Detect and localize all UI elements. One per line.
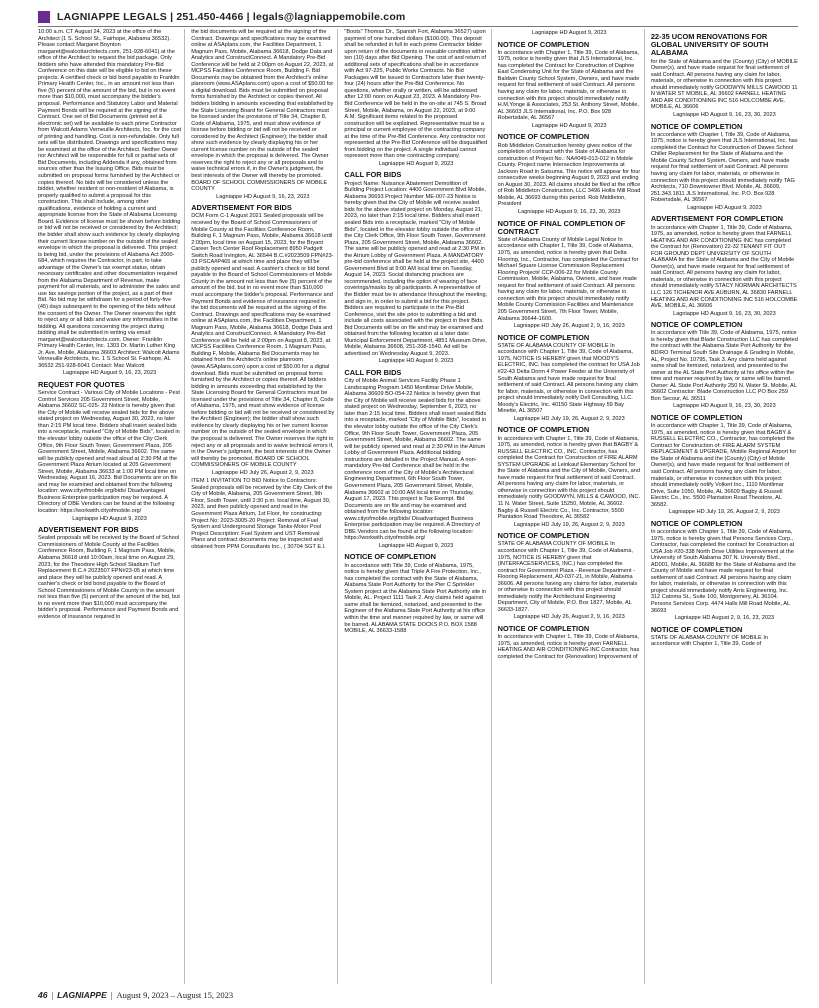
legal-notice <box>498 41 641 130</box>
publication-dates-line: Lagniappe HD July 26, August 2, 9, 16, 2023 <box>513 323 625 330</box>
page-header <box>38 8 798 26</box>
legal-notice <box>498 30 641 37</box>
publication-dates-line: Lagniappe HD August 9, 2023 <box>687 204 762 211</box>
notice-title: ADVERTISEMENT FOR BIDS <box>191 203 292 213</box>
legal-notice <box>498 133 641 215</box>
notice-body: In accordance with Chapter 1, Title 39, Code of Alabama, 1975, notice is hereby given that JLS International, Inc. has completed the Contract for Construction of Daphne East Condensing Unit for the State of Alabama and the Baldwin County School System, Owners, and have made request for final settlement of said Contract. All persons having any claim for labor, materials, or otherwise in connection with this project should immediately notify H.M.Yonge & Associates, 253 St. Anthony Street, Mobile, AL 36603 JLS International, Inc. P.O. Box 928 Robertsdale, AL 36567 <box>497 49 641 122</box>
notice-body: Service Contract - Various City of Mobile Locations - Pest Control Services 205 Government Street, Mobile, Alabama 36602 SC-025- 23 Notice is hereby given that the City of Mobile will receive sealed bids for the above stated project on Wednesday, August 30, 2023, no later than 2:15 PM local time. Bidders shall insert sealed bids into a receptacle, marked "City of Mobile Bids", located in the elevator lobby outside the office of the City Clerk Office, 9th Floor South Tower, Government Plaza, 205 Government Street, Mobile, Alabama 36602. The same will be publicly opened and read aloud at 2:30 PM at the Government Plaza Atrium located at 205 Government Street, Mobile, Alabama 36633 at 1:00 PM local time on Wednesday, August 16, 2023. Bid Documents are on file and may be examined and obtained from the following location: www.cityofmobile.org/bids/ Disadvantaged Business Enterprise participation may be required. A Directory of DBE Vendors can be found at the following location: https://workwith.cityofmobile.org/ <box>38 390 182 515</box>
notice-body: In accordance with Chapter 1, Title 39, Code of Alabama, 1975, notice is hereby given that Persons Services Corp., Contractor, has completed the contract for Construction at USA Job #20-338 North Drive Utilities Improvement at the University of South Alabama 307 N. University Blvd., AD001, Mobile, AL 36688 for the State of Alabama and the County of Mobile and have made request for final settlement of said Contract. All persons having any claim for labor, materials, or otherwise in connection with this project should immediately notify Arris Engineering, Inc. 312 Catoma St., Suite 100, Montgomery, AL 36104. Persons Services Corp. 4474 Halls Mill Road Mobile, AL 36693 <box>650 528 798 614</box>
publication-dates-line: Lagniappe HD August 9, 2023 <box>72 515 147 522</box>
legal-notice <box>38 381 181 522</box>
notice-title: REQUEST FOR QUOTES <box>38 379 125 389</box>
notice-title: NOTICE OF COMPLETION <box>497 623 590 633</box>
publication-dates-line: Lagniappe HD August 9, 16, 23, 30, 2023 <box>673 310 776 317</box>
publication-dates-line: Lagniappe HD August 9, 2023 <box>378 160 454 167</box>
legal-notices-columns <box>38 29 798 984</box>
legal-notice <box>498 220 641 330</box>
notice-body: DCM Form C-1 August 2021 Sealed proposals will be received by the Board of School Commissioners of Mobile County at the Facilities Conference Room, Building F, 1 Magnum Pass, Mobile, Alabama 36618 until 2:00pm, local time on August 15, 2023, for the Bryant Career Tech Center Roof Replacement 8950 Padgett Switch Road Irvington, AL 36544 B.C.#2023509 FPN#23-03 PSCA#P465 at which time and place they will be publicly opened and read. A cashier's check or bid bond payable to the Board of School Commissioners of Mobile County in the amount not less than five (5) percent of the amount of the bid, but in no event more than $10,000 must accompany the bidder's proposal. Performance and Payment Bonds and evidence of insurance required in the bid documents will be required at the signing of the Contract. Drawings and specifications may be examined online at ASAplans.com, the Facilities Department, 1 Magnum Pass, Mobile, Alabama 36618, Dodge Data and Analytics and ConstructConnect. A Mandatory Pre-Bid Conference will be held at 2:00pm on August 8, 2023, at MCPSS Facilities Conference Room, 1 Magnum Pass, Building F, Mobile, Alabama Bid Documents may be obtained from the Architect's online planroom (www.ASAplans.com) upon a cost of $50.00 for a digital download. Bids must be submitted on proposal forms furnished by the Architect or copies thereof. All bidders bidding in amounts exceeding that established by the State Licensing Board for General Contractors must be licensed under the provisions of Title 34, Chapter 8, Code of Alabama, 1975, and must show evidence of license before bidding or bid will not be received or considered by the Architect (Engineer); the bidder shall show such evidence by clearly displaying his or her current license number on the outside of the sealed envelope in which the proposal is delivered. The Owner reserves the right to reject any or all proposals and to waive technical errors if, in the Owner's judgment, the best interests of the Owner will thereby be promoted. BOARD OF SCHOOL COMMISSIONERS OF MOBILE COUNTY <box>191 213 336 469</box>
notice-body: City of Mobile Animal Services Facility Phase 1 Landscaping Program 1450 Montlimar Drive Mobile, Alabama 36609 BO-054-22 Notice is hereby given that the City of Mobile will receive sealed bids for the above stated project on Wednesday, September 6, 2023, no later than 2:15 local time. Bidders shall insert sealed Bids into a receptacle, marked "City of Mobile Bids", located in the elevator lobby outside the office of the City Clerk's Office, 9th Floor South Tower, Government Plaza, 205 Government Street, Mobile, Alabama 36602. The same will be publicly opened and read at 2:30 PM in the Atrium Lobby of Government Plaza. Additional bidding instructions are detailed in the Project Manual. A non-mandatory Pre-bid Conference shall be held in the conference room of the City of Mobile's Architectural Engineering Department, 6th Floor South Tower, Government Plaza, 205 Government Street, Mobile, Alabama 36602 at 10:00 AM local time on Thursday, August 17, 2023. This project is Tax Exempt. Bid Documents are on file and may be examined and obtained from the following location: www.cityofmobile.org/bids/ Disadvantaged Business Enterprise participation may be required. A Directory of DBE Vendors can be found at the following location: https://workwith.cityofmobile.org/ <box>344 378 488 542</box>
column-1 <box>38 29 185 984</box>
notice-title: NOTICE OF COMPLETION <box>650 320 743 330</box>
legal-notice <box>651 520 798 622</box>
publication-name: LAGNIAPPE <box>57 990 107 1000</box>
publication-dates-line: Lagniappe HD August 9, 2023 <box>531 122 607 129</box>
legal-notice <box>651 33 798 119</box>
notice-title: NOTICE OF COMPLETION <box>650 121 743 131</box>
column-4 <box>498 29 645 984</box>
column-3 <box>344 29 491 984</box>
publication-dates-line: Lagniappe HD August 9, 2023 <box>378 542 454 549</box>
publication-dates-line: Lagniappe HD July 19, 26, August 2, 9, 2023 <box>513 521 625 528</box>
publication-dates-line: Lagniappe HD August 9, 16, 23, 30, 2023 <box>673 111 776 118</box>
header-divider <box>38 26 798 27</box>
notice-body: the bid documents will be required at the signing of the Contract. Drawings and specifications may be examined online at ASAplans.com, the Facilities Department, 1 Magnum Pass, Mobile, Alabama 36618, Dodge Data and Analytics and ConstructConnect. A Mandatory Pre-Bid Conference will be held at 2:00pm on August 22, 2023, at MCPSS Facilities Conference Room, Building F. Bid Documents may be obtained from the Architect's online planroom (www.ASAplans.com) upon a cost of $50.00 for a digital download. Bids must be submitted on proposal forms furnished by the Architect or copies thereof. All bidders bidding in amounts exceeding that established by the State Licensing Board for General Contractors must be licensed under the provisions of Title 34, Chapter 8, Code of Alabama, 1975, and must show evidence of license before bidding or bid will not be received or considered by the Architect (Engineer); the bidder shall show such evidence by clearly displaying his or her current license number on the outside of the sealed envelope in which the proposal is delivered. The Owner reserves the right to reject any or all proposals and to waive technical errors if, in the Owner's judgment, the best interests of the Owner will thereby be promoted. BOARD OF SCHOOL COMMISSIONERS OF MOBILE COUNTY <box>191 29 335 193</box>
notice-title: NOTICE OF COMPLETION <box>497 132 590 142</box>
notice-title: NOTICE OF COMPLETION <box>650 518 743 528</box>
legal-notice <box>651 215 798 317</box>
notice-body: Rob Middleton Construction hereby gives notice of the completion of contract with the State of Alabama for construction of Project No.: NA#049-013-012 in Mobile County. Project name Intersection Improvements at Jackson Road in Satsuma. This notice will appear for four consecutive weeks beginning August 9, 2023 and ending on August 30, 2023. All claims should be filed at the office of Rob Middleton Construction, LLC 3496 Hollis Mill Road Mobile, AL 36693 during this period. Rob Middleton, President <box>497 142 642 208</box>
notice-body: "Boots" Thomas Dr., Spanish Fort, Alabama 36527) upon payment of one hundred dollars ($100.00). This deposit shall be refunded in full to each prime Contractor bidder upon return of the documents in reusable condition within ten (10) days after Bid Opening. The cost of and return of additional sets of specifications shall be in accordance with Act 97-225, Public Works Contracts. No Bid Packages will be issued to Contractors later than twenty-four (24) hours after the Pre-Bid Conference. No questions, whether orally or written, will be addressed after 12:00 noon on August 23, 2023. A Mandatory Pre-Bid Conference will be held in the on-site at 745 S. Broad Street, Mobile, Alabama, on August 22, 2023, at 9:00 A.M. Significant items related to the proposed construction will be explained. Representative must be a principal or current employee of the contracting company at the time of the Pre-Bid Conference. Any contractor not represented at the Pre-Bid Conference will be disqualified from bidding on the project. A single individual cannot represent more than one contracting company. <box>344 29 489 160</box>
notice-body: State of Alabama County of Mobile Legal Notice In accordance with Chapter 1, Title 39, Code of Alabama, 1975, as amended, notice is hereby given that Delta Flooring, Inc., Contractor, has completed the Contract for Michael Square License Commission Replacement Flooring Project# CCP-006-22 for Mobile County Commission, Mobile, Alabama, Owners, and have made request for final settlement of said Contract. All persons having any claim for labor, materials, or otherwise in connection with this project should immediately notify Mobile County Commission Facilities and Maintenance 205 Government Street, 7th Floor Tower, Mobile, Alabama 36644-1600. <box>497 236 641 322</box>
notice-body: STATE OF ALABAMA COUNTY OF MOBILE In accordance with Chapter 1, Title 39, Code of Alabama, 1975, NOTICE IS HEREBY given that MOODY'S ELECTRIC, INC. has completed the contract for USA Job #22-43 Delta Dorm 4 Power Feeder at the University of South Alabama and have made request for final settlement of said Contract. All persons having any claim for labor, materials, or otherwise in connection with this project should immediately notify Dell Consulting, LLC. Moody's Electric, Inc. 40150 State Highway 59 Bay Minette, AL 36507 <box>497 342 642 415</box>
notice-title: NOTICE OF FINAL COMPLETION OF CONTRACT <box>497 218 626 236</box>
publication-dates-line: Lagniappe HD August 9, 2023 <box>378 358 454 365</box>
legal-notice <box>38 29 181 377</box>
publication-dates-line: Lagniappe HD August 9, 2023 <box>531 30 607 36</box>
notice-body: In accordance with Chapter 1, Title 39, Code of Alabama, 1975, as amended, notice is hereby given that BAGBY & RUSSELL ELECTRIC CO., Contractor, has completed the Contract for Construction of: FIRE ALARM SYSTEM REPLACEMENT & UPGRADE, Mobile Regional Airport for the State of Alabama and the (County) (City) of Mobile Owner(s), and have made request for final settlement of said Contract. All persons having any claim for labor, materials, or otherwise in connection with this project should immediately notify Volkert Inc., 1110 Montlimar Drive, Suite 1050, Mobile, AL 36609 Bagby & Russell Electric Co., Inc. 5500 Plantation Road Theodore, AL 36582. <box>650 423 798 508</box>
legal-notice <box>651 123 798 212</box>
publication-dates-line: Lagniappe HD July 26, August 2, 9, 2023 <box>211 469 314 476</box>
notice-body: Project Name: Nuisance Abatement Demolition of Building Project Location: 4400 Government Blvd Mobile, Alabama 36693 Project Number ME-007-23 Notice is hereby given that the City of Mobile will receive sealed bids for the above stated project on Monday, August 21, 2023, no later than 2:15 local time. Bidders shall insert sealed Bids into a receptacle, marked "City of Mobile Bids", located in the elevator lobby outside the office of the City Clerk Office, 9th Floor South Tower, Government Plaza, 205 Government Street, Mobile, Alabama 36602. The same will be publicly opened and read at 2:30 PM in the Atrium Lobby of Government Plaza. A MANDATORY pre-bid conference shall be held at the project site, 4400 Government Blvd at 9:00 AM local time on Tuesday, August 14, 2023. Social distancing practices are recommended, including the option of wearing of face coverings/masks by all participants. A representative of the Bidder must be in attendance throughout the meeting, and sign in, in order to submit a bid for this project. Bidders are required to participate in the Pre-Bid Conference, visit the site prior to submitting a bid and include all costs associated with the project in their Bids. Bid Documents will be on file and may be examined and obtained from the following location at a later date: Municipal Enforcement Department, 4851 Museum Drive, Mobile, Alabama 36608, 251-208-1540. Ad will be advertised on Wednesday August 9, 2023. <box>344 180 489 357</box>
legal-notice <box>498 426 641 528</box>
notice-body: STATE OF ALABAMA COUNTY OF MOBILE In accordance with Chapter 1, Title 39, Code of <box>650 634 770 648</box>
notice-title: CALL FOR BIDS <box>344 368 402 377</box>
notice-body: In accordance with Chapter 1, Title 39, Code of Alabama, 1975, as amended, notice is hereby given FARNELL HEATING AND AIR CONDITIONING INC Contractor, has completed the Contract for (Renovation) Improvement of <box>497 634 641 660</box>
notice-title: NOTICE OF COMPLETION <box>650 412 743 422</box>
notice-body: STATE OF ALABAMA COUNTY OF MOBILE In accordance with Chapter 1, Title 39, Code of Alabama, 1975, NOTICE IS HEREBY given that (INTERFACESERVICES, INC.) has completed the contract for Government Plaza - Revenue Department - Flooring Replacement, AD-037-21, in Mobile, Alabama 36606. All persons having any claims for labor, materials or otherwise in connection with this project should immediately notify the Architectural Engineering Department, City of Mobile, P.O. Box 1827, Mobile, AL 36633-1827. <box>497 541 639 613</box>
notice-body: In accordance with Chapter 1, Title 39, Code of Alabama, 1975, as amended, notice is hereby given that FARNELL HEATING AND AIR CONDITIONING INC has completed the Contract for (Renovation) 22-32 TENANT FIT OUT FOR GROUND DEPT UNIVERSITY OF SOUTH ALABAMA for the State of Alabama and the City of Mobile Owner(s), and have made request for final settlement of said Contract. All persons having any claim for labor, materials, or otherwise in connection with this project should immediately notify STACY NORMAN ARCHITECTS LLC 126 TICHENOR AVE AUBURN, AL 36830 FARNELL HEATING AND AIR CONDITIONING INC 516 HOLCOMBE AVE. MOBILE, AL 36606 <box>650 224 799 310</box>
publication-dates-line: Lagniappe HD July 26, August 2, 9, 16, 2023 <box>513 614 625 621</box>
notice-body: In accordance with Title 39, Code of Alabama, 1975, notice is hereby given that Blade Construction LLC has completed the contract with the Alabama State Port Authority for the BD/RO Terminal South Site Drainage & Grading in Mobile, AL, Project No. 10795, Task 3. Any claims held against same shall be itemized, notarized, and presented to the owner at the AL State Port Authority at his office within the time and manner required by law, or same will be barred. Owner: AL State Port Authority 250 N. Water St. Mobile, AL 36602 Contractor: Blade Construction LLC PO Box 259 Bon Secour, AL 36511 <box>650 330 800 402</box>
notice-body: for the State of Alabama and the (County) (City) of MOBILE Owner(s), and have made request for final settlement of said Contract. All persons having any claim for labor, materials, or otherwise in connection with this project should immediately notify GOODWYN MILLS CAWOOD 11 N WATER ST MOBILE, AL 36602 FARNELL HEATING AND AIR CONDITIONING INC 516 HOLCOMBE AVE. MOBILE, AL 36606 <box>650 58 800 111</box>
notice-title: NOTICE OF COMPLETION <box>650 624 743 634</box>
legal-notice <box>651 321 798 410</box>
legal-notice <box>38 526 181 620</box>
publication-dates-line: Lagniappe HD August 9, 16, 23, 2023 <box>62 370 157 377</box>
legal-notice <box>344 29 487 167</box>
page-number: 46 <box>38 990 48 1000</box>
footer-separator: | <box>51 990 54 1000</box>
notice-title: NOTICE OF COMPLETION <box>497 332 590 342</box>
publication-dates-line: Lagniappe HD August 9, 16, 23, 30, 2023 <box>517 208 621 215</box>
notice-body: In accordance with Title 39, Code of Alabama, 1975, notice is hereby given that Triple A Fire Protection, Inc., has completed the contract with the State of Alabama, Alabama State Port Authority for the Pier C Sprinkler System project at the Alabama State Port Authority site in Mobile, AL. Project 1111 Task 2. Any claims held against same shall be itemized, notarized, and presented to the Engineer of the Alabama State Port Authority at his office within the time and manner required by law, or same will be barred. ALABAMA STATE DOCKS P.O. BOX 1588 MOBILE, AL 36633-1588 <box>344 562 488 635</box>
legal-notice <box>191 478 334 550</box>
legal-notice <box>498 625 641 660</box>
publication-dates-line: Lagniappe HD August 9, 16, 23, 2023 <box>216 193 310 200</box>
notice-title: NOTICE OF COMPLETION <box>497 531 590 541</box>
publication-dates-line: Lagniappe HD August 2, 9, 16, 23, 2023 <box>674 615 775 622</box>
publication-dates-line: Lagniappe HD July 19, 26, August 2, 9, 2023 <box>668 509 780 516</box>
legal-notice <box>651 414 798 516</box>
legal-notice <box>344 369 487 549</box>
notice-body: In accordance with Chapter 1, Title 39, Code of Alabama, 1975, as amended, notice is hereby given that BAGBY & RUSSELL ELECTRIC CO., INC. Contractor, has completed the Contract for Construction of FIRE ALARM SYSTEM UPGRADE at Leinkauf Elementary School for the State of Alabama and the City of Mobile, Owners, and have made request for final settlement of said Contract. All persons having any claim for labor, materials, or otherwise in connection with this project should immediately notify GOODWYN, MILLS & CAWOOD, INC. 11 N. Water Street, Suite 15250, Mobile, AL 36602. Bagby & Russell Electric Co., Inc. Contractor, 5500 Plantation Road Theodore, AL 36582 <box>497 435 642 521</box>
notice-title: NOTICE OF COMPLETION <box>497 425 590 435</box>
notice-body: 10:00 a.m. CT August 24, 2023 at the office of the Architect (1 S. School St., Fairhope, Alabama 36532). Please contact Margaret Boynton margaret@walcottarchitects.com, 251-928-6041) at the office of the Architect to request the bid package. Only bidders who have attended this mandatory Pre-Bid Conference on this date will be eligible to bid on these projects. A certified check or bid bond payable to Franklin Primary Health Center, Inc., in an amount not less than five (5) percent of the amount of the bid, but in no event more than $10,000, must accompany the bidder's proposal. Performance and Statutory Labor and Material Payment Bonds will be required at the signing of the Contract. One set of Bid Documents (printed set & electronic set) will be available to each prime Contractor from Walcott Adams Verneuille Architects, Inc. for the cost of printing and handling. Cost is non-refundable. Only full sets will be distributed. Drawings and specifications may be examined at the office of the Architect. Neither Owner nor Architect will be responsible for full or partial sets of Bid Documents, including Addenda if any, obtained from sources other than the Issuing Office. Bids must be submitted on proposal forms furnished by the Architect or copies thereof. No bids will be considered unless the bidder, whether resident or non-resident of Alabama, is properly qualified to submit a proposal for this construction. This shall include, among other qualifications, evidence of holding a current and appropriate license from the State of Alabama Licensing Board. Evidence of license must be shown before bidding or bid will not be received or considered by the Architect; the bidder shall show such evidence by clearly displaying their current license number on the outside of the sealed envelope in which the proposal is delivered. This project is being bid, under the provisions of Alabama Act 2000-684, which requires the Contractor, in part, to take advantage of the Owner's tax exempt status, obtain necessary certificates and other documentation required from the Alabama Department of Revenue, make payment for all materials, and to administer the sales and use tax savings portion of the project, as a part of their Bid. No bid may be withdrawn for a period of forty-five (45) days subsequent to the opening of the bids without the consent of the Owner. The Owner reserves the right to reject any or all bids and waive any informalities in the bidding. All questions concerning the project during bidding shall be submitted in writing via email: margaret@walcottarchitects.com. Owner: Franklin Primary Health Center, Inc. 1303 Dr. Martin Luther King Jr. Ave. Mobile, Alabama 36603 Architect: Walcott Adams Verneuille Architects, Inc. 1 S School St. Fairhope, AL 36532 251-928-6041 Contact: Mac Walcott <box>38 29 183 369</box>
issue-dates: August 9, 2023 – August 15, 2023 <box>116 990 234 1000</box>
legal-notice <box>651 626 798 648</box>
publication-dates-line: Lagniappe HD July 19, 26, August 2, 9, 2023 <box>513 415 625 422</box>
section-marker-icon <box>38 11 50 23</box>
legal-notice <box>498 334 641 423</box>
section-header-text: LAGNIAPPE LEGALS | 251.450-4466 | legals@lagniappemobile.com <box>57 11 406 23</box>
notice-body: ITEM 1 INVITATION TO BID Notice to Contractors: Sealed proposals will be received by the City Clerk of the City of Mobile, Alabama, 205 Government Street, 9th Floor, South Tower, until 2:30 p.m. local time, August 30, 2023, and then publicly opened and read in the Government Plaza Atrium, 1st Floor, for constructing: Project No: 2023-3005-20 Project: Removal of Fuel System and Underground Storage Tanks-Motor Pool Project Description: Fuel System and UST Removal Plans and contract documents may be inspected and obtained from PPM Consultants Inc., ( 30704 SGT E.I. <box>191 478 334 550</box>
notice-title: CALL FOR BIDS <box>344 170 402 180</box>
column-5 <box>651 29 798 984</box>
legal-notice <box>344 171 487 365</box>
legal-notice <box>191 29 334 200</box>
footer-separator: | <box>110 990 113 1000</box>
legal-notice <box>498 532 641 621</box>
notice-body: In accordance with Chapter I, Title 39, Code of Alabama, 1975, notice is hereby given that JLS International, Inc. has completed the Contract for Construction of Dawes School Chiller Replacement for the State of Alabama and the Mobile County School System, Owners, and have made request for final settlement of said Contract. All persons having any claim for labor, materials, or otherwise in connection with this project should immediately notify TAG Architects, 710 Downtowner Blvd. Mobile, AL 36609, 251.343.1811 JLS International, Inc. P.O. Box 928 Robertsdale, AL 36567 <box>650 131 800 204</box>
notice-title: ADVERTISEMENT FOR COMPLETION <box>650 214 784 224</box>
legal-notice <box>344 553 487 634</box>
notice-title: NOTICE OF COMPLETION <box>344 552 436 562</box>
notice-title: 22-35 UCOM RENOVATIONS FOR GLOBAL UNIVERSITY OF SOUTH ALABAMA <box>650 32 769 58</box>
page-footer <box>38 988 798 1002</box>
publication-dates-line: Lagniappe HD August 9, 16, 23, 30, 2023 <box>673 403 776 410</box>
notice-title: ADVERTISEMENT FOR BIDS <box>38 525 139 535</box>
notice-title: NOTICE OF COMPLETION <box>497 39 590 49</box>
legal-notice <box>191 204 334 476</box>
column-2 <box>191 29 338 984</box>
notice-body: Sealed proposals will be received by the Board of School Commissioners of Mobile County at the Facilities Conference Room, Building F, 1 Magnum Pass, Mobile, Alabama 36618 until 10:00am, local time on August 29, 2023, for the Theodore High School Stadium Turf Replacement B.C.# 2023507 FPN#23-05 at which time and place they will be publicly opened and read. A cashier's check or bid bond payable to the Board of School Commissioners of Mobile County in the amount not less than five (5) percent of the amount of the bid, but in no event more than $10,000 must accompany the bidder's proposal. Performance and Payment Bonds and evidence of insurance required in <box>38 535 182 620</box>
